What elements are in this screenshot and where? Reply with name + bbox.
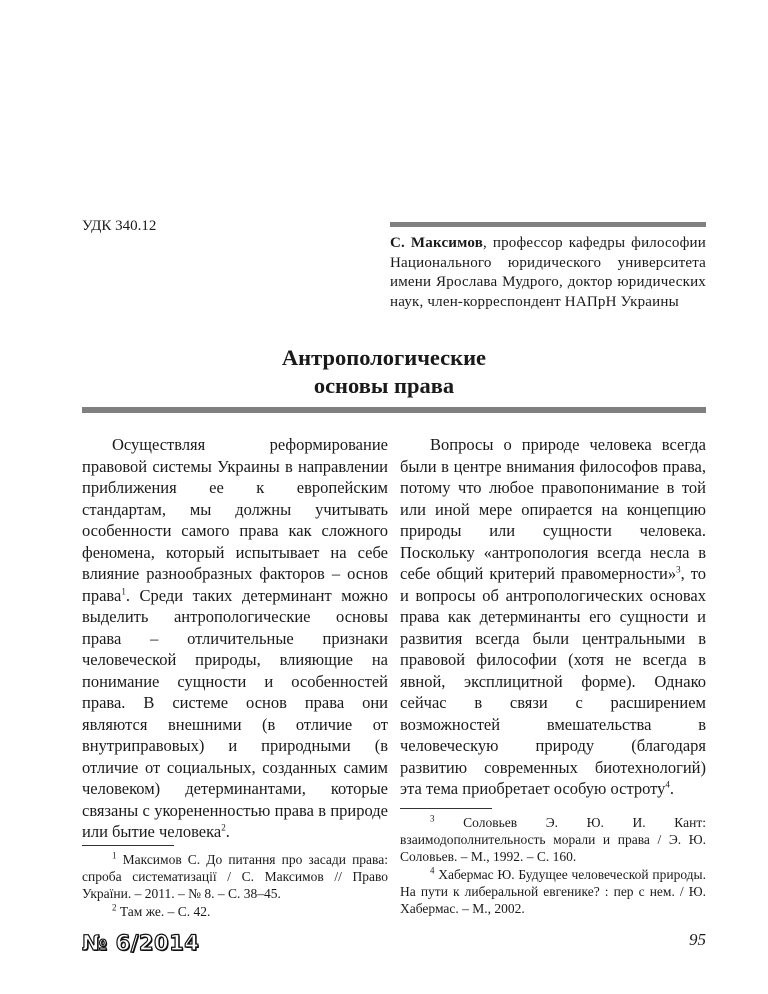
left-column	[82, 434, 388, 843]
author-divider	[390, 222, 706, 227]
left-footnote-divider	[82, 845, 174, 846]
right-text-2: , то и вопросы об антропологических основах права как детерминанты его сущности и развития всегда были центральными в правовой философии (хотя не всегда в явной, эксплицитной форме). Однако сейчас в связи с расширением возможностей вмешательства в человеческую природу (благодаря развитию современных биотехнологий) эта тема приобретает особую остроту	[400, 564, 706, 798]
footnote-4-num: 4	[430, 865, 435, 876]
right-footnote-divider	[400, 808, 492, 809]
right-text-1: Вопросы о природе человека всегда были в центре внимания философов права, потому что любое правопонимание в той или иной мере опирается на концепцию природы или сущности человека. Поскольку «антропология всегда несла в себе общий критерий правомерности»	[400, 435, 706, 583]
footnote-4-text: Хабермас Ю. Будущее человеческой природы. На пути к либеральной евгенике? : пер с нем. / Ю. Хабермас. – М., 2002.	[400, 866, 706, 917]
author-block	[390, 234, 706, 312]
footnote-2	[82, 903, 388, 920]
footnote-1	[82, 851, 388, 903]
left-text-2: . Среди таких детерминант можно выделить антропологические основы права – отличительные признаки человеческой природы, влияющие на понимание сущности и особенностей права. В системе основ права они являются внешними (в отличие от внутриправовых) и природными (в отличие от социальных, созданных самим человеком) детерминантами, которые связаны с укорененностью права в природе или бытие человека	[82, 585, 388, 841]
footnote-2-text: Там же. – С. 42.	[116, 903, 211, 919]
right-text-end: .	[669, 779, 675, 798]
page-number: 95	[689, 930, 706, 949]
footnote-ref-4[interactable]: 4	[665, 779, 670, 790]
footnote-ref-2[interactable]: 2	[221, 822, 226, 833]
footnote-3	[400, 814, 706, 866]
footnote-3-text: Соловьев Э. Ю. И. Кант: взаимодополнительность морали и права / Э. Ю. Соловьев. – М., 1992. – С. 160.	[400, 815, 706, 865]
title-line-2: основы права	[313, 373, 455, 398]
footnote-1-text: Максимов С. До питання про засади права: спроба систематизації / С. Максимов // Право України. – 2011. – № 8. – С. 38–45.	[82, 852, 388, 902]
author-name: С. Максимов	[390, 235, 483, 251]
author-description: , профессор кафедры философии Национального юридического университета имени Ярослава Мудрого, доктор юридических наук, член-корреспондент НАПрН Украины	[390, 235, 706, 310]
footnote-3-num: 3	[430, 813, 435, 824]
title-line-1: Антропологические	[281, 345, 487, 370]
footnote-4	[400, 866, 706, 918]
footnote-1-num: 1	[112, 850, 117, 861]
udk-code: УДК 340.12	[82, 218, 157, 234]
title-divider	[82, 407, 706, 413]
left-text-end: .	[225, 822, 230, 841]
left-text-1: Осуществляя реформирование правовой системы Украины в направлении приближения ее к европейским стандартам, мы должны учитывать особенности самого права как сложного феномена, который испытывает на себе влияние разнообразных факторов – основ права	[82, 435, 388, 605]
left-paragraph	[82, 434, 388, 843]
right-paragraph	[400, 434, 706, 800]
right-footnotes	[400, 814, 706, 917]
article-title	[0, 344, 768, 400]
footnote-2-num: 2	[112, 902, 117, 913]
right-column	[400, 434, 706, 800]
footnote-ref-3[interactable]: 3	[676, 564, 681, 575]
issue-number: № 6/2014	[82, 931, 200, 955]
left-footnotes	[82, 851, 388, 920]
footnote-ref-1[interactable]: 1	[121, 586, 126, 596]
